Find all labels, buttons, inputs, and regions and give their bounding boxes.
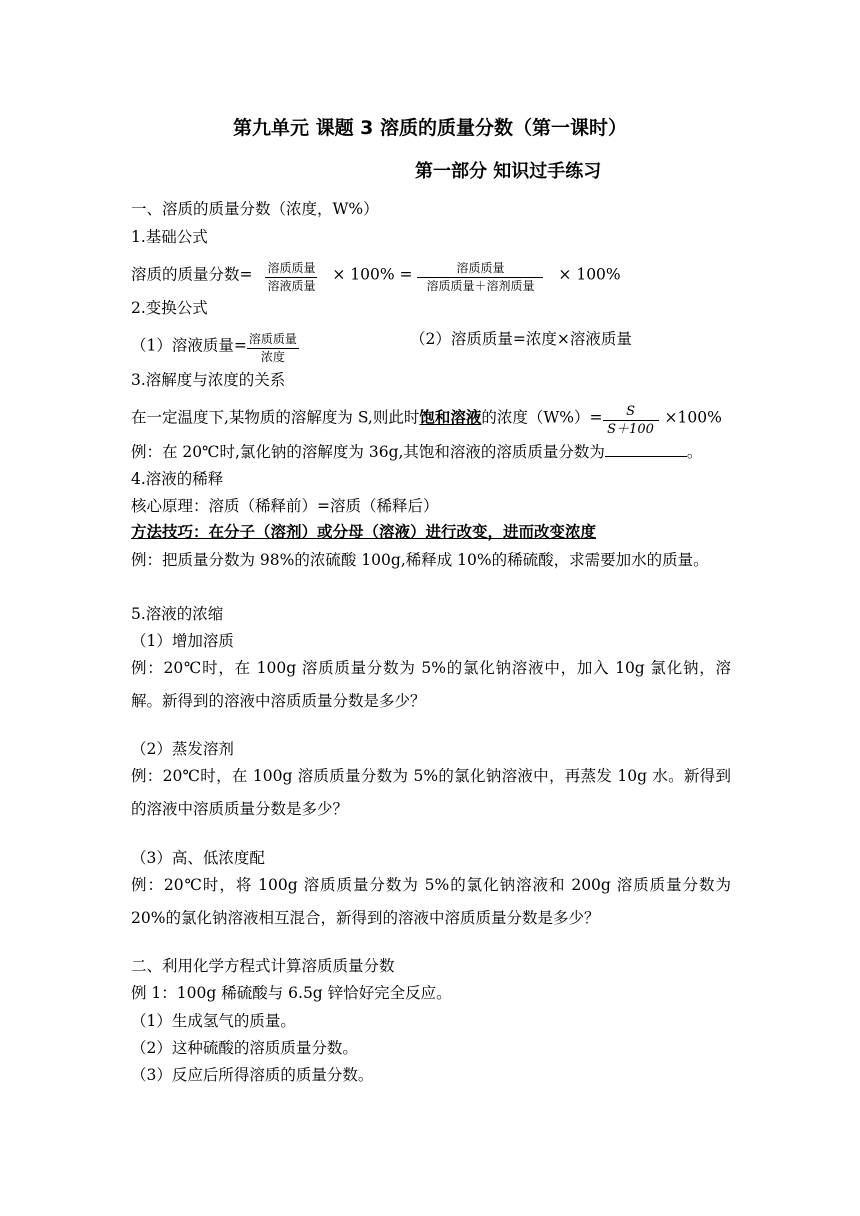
part-5-heading: 5.溶液的浓缩	[131, 605, 224, 623]
question-1: （1）生成氢气的质量。	[131, 1012, 296, 1030]
dilution-example: 例：把质量分数为 98%的浓硫酸 100g,稀释成 10%的稀硫酸，求需要加水的质量。	[131, 551, 709, 569]
relation-end: ×100%	[664, 408, 722, 427]
method-tip: 方法技巧：在分子（溶剂）或分母（溶液）进行改变，进而改变浓度	[131, 522, 597, 541]
part-2-heading: 2.变换公式	[131, 299, 208, 317]
transform-formula-1	[131, 329, 299, 364]
fraction-numerator: 溶质质量	[265, 260, 317, 278]
formula-end: × 100%	[558, 265, 621, 284]
transform-formula-2: （2）溶质质量=浓度×溶液质量	[410, 330, 632, 348]
fraction-s-over-s-plus-100	[603, 403, 659, 438]
section-1-heading: 一、溶质的质量分数（浓度，W%）	[131, 200, 379, 218]
question-2: （2）这种硫酸的溶质质量分数。	[131, 1039, 358, 1057]
reaction-example: 例 1：100g 稀硫酸与 6.5g 锌恰好完全反应。	[131, 984, 452, 1002]
part-1-heading: 1.基础公式	[131, 228, 208, 246]
formula-label: （1）溶液质量=	[131, 336, 247, 355]
part-3-heading: 3.溶解度与浓度的关系	[131, 371, 286, 389]
part-4-heading: 4.溶液的稀释	[131, 470, 224, 488]
fraction-denominator: 溶液质量	[267, 279, 316, 293]
fraction-denominator: S＋100	[607, 422, 654, 437]
dilution-principle: 核心原理：溶质（稀释前）=溶质（稀释后）	[131, 497, 439, 515]
fraction-denominator: 溶质质量＋溶剂质量	[426, 279, 535, 293]
fraction-solute-over-concentration	[247, 331, 299, 366]
relation-text-pre: 在一定温度下,某物质的溶解度为 S,则此时	[131, 408, 420, 427]
solubility-relation	[131, 401, 722, 436]
fraction-numerator: 溶质质量	[417, 260, 543, 278]
basic-formula	[131, 258, 621, 293]
fraction-numerator: 溶质质量	[247, 331, 299, 349]
section-2-heading: 二、利用化学方程式计算溶质质量分数	[131, 957, 395, 975]
question-3: （3）反应后所得溶质的质量分数。	[131, 1066, 374, 1084]
fraction-denominator: 浓度	[260, 350, 285, 364]
page-title: 第九单元 课题 3 溶质的质量分数（第一课时）	[232, 117, 628, 139]
saturated-solution-term: 饱和溶液	[419, 407, 482, 427]
add-solute-heading: （1）增加溶质	[131, 632, 234, 650]
fraction-solute-over-sum	[417, 260, 543, 295]
answer-blank[interactable]	[605, 442, 687, 457]
fraction-solute-over-solution	[265, 260, 317, 295]
mixing-example: 例：20℃时，将 100g 溶质质量分数为 5%的氯化钠溶液和 200g 溶质质量分数为 20%的氯化钠溶液相互混合，新得到的溶液中溶质质量分数是多少？	[131, 876, 731, 927]
page-subtitle: 第一部分 知识过手练习	[415, 161, 602, 182]
formula-middle: × 100% =	[332, 265, 413, 284]
evaporate-example: 例：20℃时，在 100g 溶质质量分数为 5%的氯化钠溶液中，再蒸发 10g 水。新得到的溶液中溶质质量分数是多少？	[131, 767, 731, 818]
solubility-example: 例：在 20℃时,氯化钠的溶解度为 36g,其饱和溶液的溶质质量分数为 。	[131, 443, 703, 461]
fraction-numerator: S	[603, 403, 659, 421]
evaporate-heading: （2）蒸发溶剂	[131, 740, 234, 758]
mixing-heading: （3）高、低浓度配	[131, 849, 265, 867]
add-solute-example: 例：20℃时，在 100g 溶质质量分数为 5%的氯化钠溶液中，加入 10g 氯化钠，溶解。新得到的溶液中溶质质量分数是多少？	[131, 659, 731, 710]
relation-text-post: 的浓度（W%）=	[481, 408, 603, 427]
formula-label: 溶质的质量分数=	[131, 265, 253, 284]
